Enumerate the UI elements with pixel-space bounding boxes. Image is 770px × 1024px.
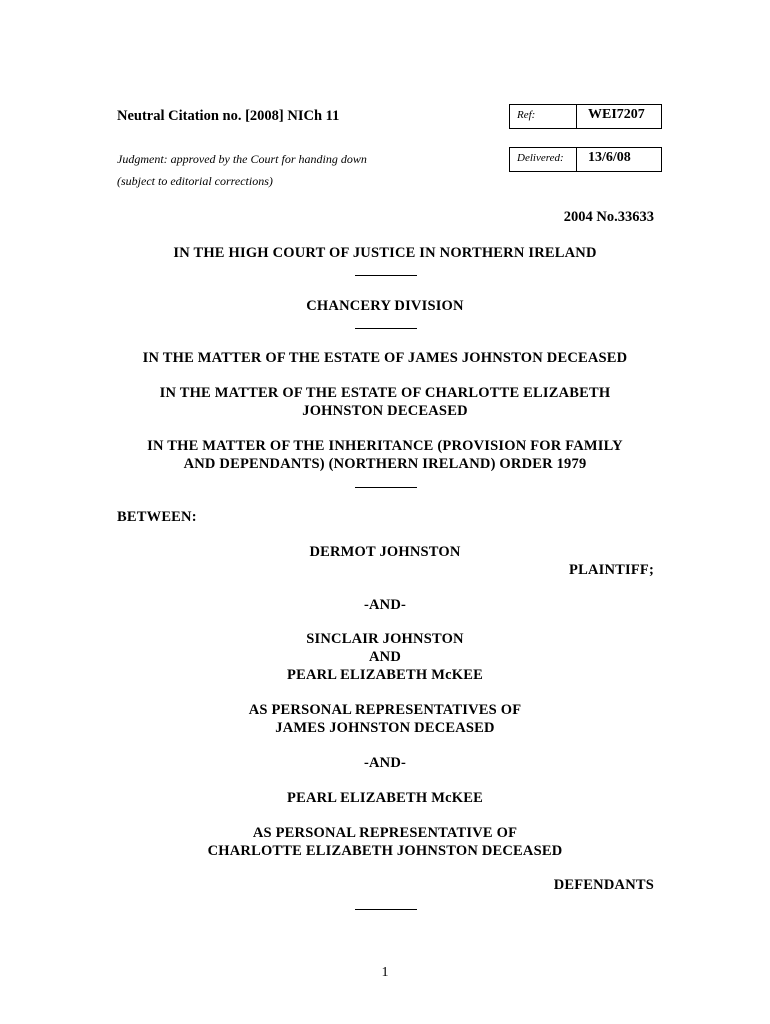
editorial-note: (subject to editorial corrections) — [117, 174, 273, 188]
neutral-citation: Neutral Citation no. [2008] NICh 11 — [117, 108, 340, 124]
page-number: 1 — [381, 965, 389, 980]
divider-rule — [355, 909, 417, 910]
and-word: AND — [368, 649, 401, 665]
between-label: BETWEEN: — [117, 509, 197, 525]
delivered-box — [509, 147, 662, 172]
capacity-james-line2: JAMES JOHNSTON DECEASED — [275, 720, 495, 736]
delivered-box-divider — [576, 148, 577, 171]
case-number: 2004 No.33633 — [563, 209, 654, 225]
defendants-role: DEFENDANTS — [553, 877, 654, 893]
judgment-note: Judgment: approved by the Court for handing down — [117, 152, 367, 166]
matter-inheritance-line1: IN THE MATTER OF THE INHERITANCE (PROVISION FOR FAMILY — [147, 438, 623, 454]
matter-estate-charlotte-line2: JOHNSTON DECEASED — [302, 403, 468, 419]
capacity-charlotte-line2: CHARLOTTE ELIZABETH JOHNSTON DECEASED — [207, 843, 563, 859]
capacity-charlotte-line1: AS PERSONAL REPRESENTATIVE OF — [252, 825, 518, 841]
defendant-sinclair: SINCLAIR JOHNSTON — [306, 631, 464, 647]
ref-label: Ref: — [517, 109, 536, 121]
defendant-pearl: PEARL ELIZABETH McKEE — [287, 667, 483, 683]
ref-value: WEI7207 — [588, 107, 645, 122]
court-name: IN THE HIGH COURT OF JUSTICE IN NORTHERN IRELAND — [173, 245, 597, 261]
divider-rule — [355, 328, 417, 329]
delivered-value: 13/6/08 — [588, 150, 631, 165]
ref-box — [509, 104, 662, 129]
ref-box-divider — [576, 105, 577, 128]
divider-rule — [355, 275, 417, 276]
matter-estate-charlotte-line1: IN THE MATTER OF THE ESTATE OF CHARLOTTE ELIZABETH — [159, 385, 611, 401]
plaintiff-name: DERMOT JOHNSTON — [309, 544, 461, 560]
matter-inheritance-line2: AND DEPENDANTS) (NORTHERN IRELAND) ORDER 1979 — [183, 456, 587, 472]
matter-estate-james: IN THE MATTER OF THE ESTATE OF JAMES JOHNSTON DECEASED — [142, 350, 628, 366]
and-separator: -AND- — [363, 755, 407, 771]
and-separator: -AND- — [363, 597, 407, 613]
division-name: CHANCERY DIVISION — [306, 298, 464, 314]
plaintiff-role: PLAINTIFF; — [569, 562, 654, 578]
capacity-james-line1: AS PERSONAL REPRESENTATIVES OF — [248, 702, 522, 718]
delivered-label: Delivered: — [517, 152, 564, 164]
divider-rule — [355, 487, 417, 488]
defendant-pearl-charlotte: PEARL ELIZABETH McKEE — [287, 790, 483, 806]
